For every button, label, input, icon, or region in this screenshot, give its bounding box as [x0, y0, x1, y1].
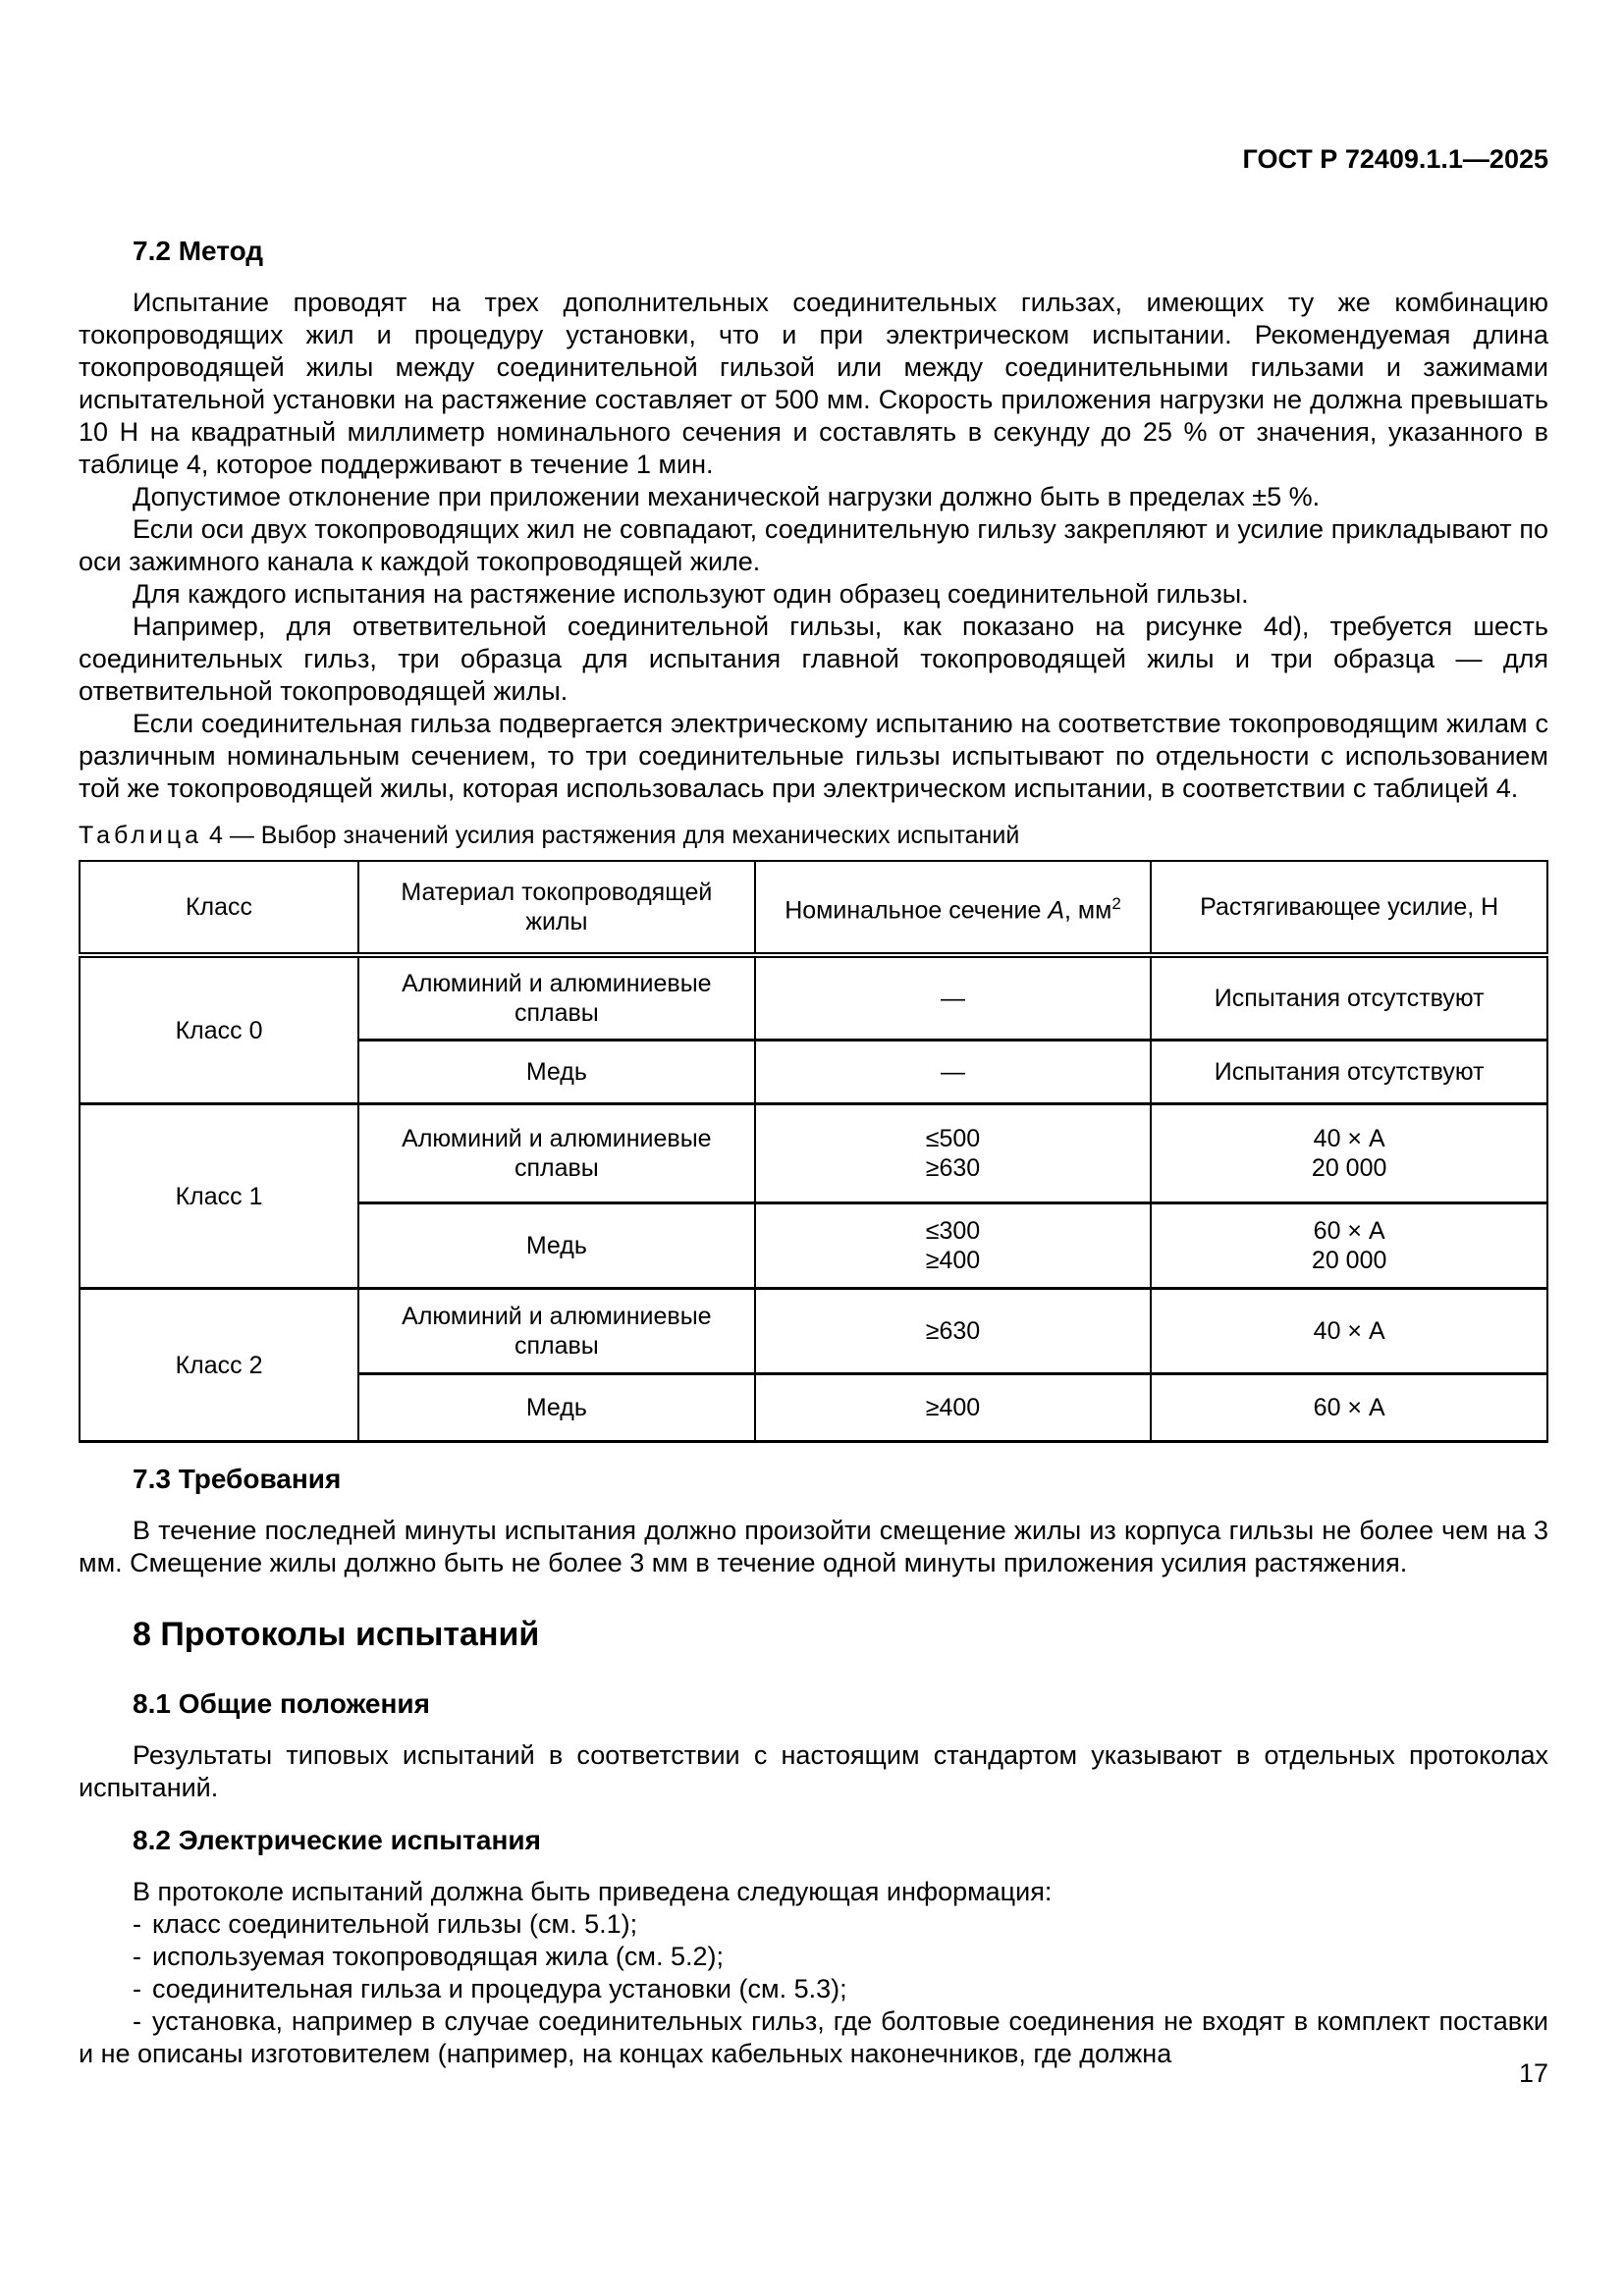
force-cell: [1151, 1374, 1547, 1442]
material-cell: Алюминий и алюминиевые сплавы: [358, 1289, 755, 1374]
col-header-class: Класс: [80, 861, 358, 955]
section-cell: [755, 1104, 1152, 1203]
class-cell: Класс 2: [80, 1289, 358, 1442]
body-paragraph: Испытание проводят на трех дополнительных соединительных гильзах, имеющих ту же комбинацию токопроводящих жил и процедуру установки, что и при электрическом испытании. Рекомендуемая длина токопроводящей жилы между соединительной гильзой или между соединительными гильзами и зажимами испытательной установки на растяжение составляет от 500 мм. Скорость приложения нагрузки не должна превышать 10 Н на квадратный миллиметр номинального сечения и составлять в секунду до 25 % от значения, указанного в таблице 4, которое поддерживают в течение 1 мин.: [79, 288, 1548, 479]
list-item: [79, 1908, 1548, 1941]
list-item: [79, 2005, 1548, 2070]
body-paragraph: В течение последней минуты испытания должно произойти смещение жилы из корпуса гильзы не более чем на 3 мм. Смещение жилы должно быть не более 3 мм в течение одной минуты приложения усилия растяжения.: [79, 1516, 1548, 1577]
material-cell: Медь: [358, 1203, 755, 1289]
table-caption-text: Выбор значений усилия растяжения для механических испытаний: [260, 822, 1020, 849]
list-item-text: установка, например в случае соединительных гильз, где болтовые соединения не входят в комплект поставки и не описаны изготовителем (например, на концах кабельных наконечников, где должна: [79, 2006, 1548, 2068]
body-paragraph: Если оси двух токопроводящих жил не совпадают, соединительную гильзу закрепляют и усилие прикладывают по оси зажимного канала к каждой токопроводящей жиле.: [79, 514, 1548, 576]
section-cell: [755, 1374, 1152, 1442]
section-8-heading: 8 Протоколы испытаний: [133, 1616, 540, 1653]
body-paragraph: Результаты типовых испытаний в соответствии с настоящим стандартом указывают в отдельных протоколах испытаний.: [79, 1740, 1548, 1802]
col-header-material: Материал токопроводящей жилы: [358, 861, 755, 955]
col-header-section-variable: А: [1048, 896, 1065, 925]
col-header-section-text: Номинальное сечение: [785, 896, 1042, 925]
cell-line: ≥630: [925, 1317, 981, 1345]
list-marker: -: [133, 1974, 141, 2003]
list-marker: -: [133, 2006, 141, 2036]
section-7-2-heading: 7.2 Метод: [133, 236, 264, 266]
force-cell: [1151, 1289, 1547, 1374]
cell-line: 40 × А: [1313, 1125, 1385, 1152]
cell-line: ≥400: [925, 1394, 981, 1421]
table-header-row: [80, 861, 1547, 955]
material-cell: Медь: [358, 1041, 755, 1104]
list-item: [79, 1973, 1548, 2005]
cell-line: 40 × А: [1313, 1317, 1385, 1345]
section-cell: [755, 1289, 1152, 1374]
force-cell: [1151, 955, 1547, 1041]
cell-line: ≤300: [925, 1217, 981, 1245]
material-cell: Медь: [358, 1374, 755, 1442]
body-paragraph: Допустимое отклонение при приложении механической нагрузки должно быть в пределах ±5 %.: [133, 482, 1321, 511]
cell-line: —: [941, 1058, 965, 1086]
cell-line: 60 × А: [1313, 1394, 1385, 1421]
cell-line: ≤500: [925, 1125, 981, 1152]
table-caption-word: Таблица: [79, 822, 203, 849]
cell-line: 60 × А: [1313, 1217, 1385, 1245]
force-cell: [1151, 1104, 1547, 1203]
body-paragraph: Если соединительная гильза подвергается электрическому испытанию на соответствие токопроводящим жилам с различным номинальным сечением, то три соединительные гильзы испытывают по отдельности с использованием той же токопроводящей жилы, которая использовалась при электрическом испытании, в соответствии с таблицей 4.: [79, 709, 1548, 803]
cell-line: ≥400: [925, 1247, 981, 1274]
list-item-text: соединительная гильза и процедура установки (см. 5.3);: [152, 1974, 847, 2003]
class-cell: Класс 0: [80, 955, 358, 1104]
table-row: [80, 955, 1547, 1041]
section-8-2-heading: 8.2 Электрические испытания: [133, 1825, 541, 1855]
section-cell: [755, 955, 1152, 1041]
table-row: [80, 1104, 1547, 1203]
force-cell: [1151, 1203, 1547, 1289]
body-paragraph: В протоколе испытаний должна быть приведена следующая информация:: [133, 1877, 1053, 1906]
cell-line: —: [941, 985, 965, 1012]
list-item-text: класс соединительной гильзы (см. 5.1);: [152, 1909, 638, 1939]
table-4: [79, 860, 1548, 1443]
col-header-section: [755, 861, 1152, 955]
material-cell: Алюминий и алюминиевые сплавы: [358, 955, 755, 1041]
page-number: 17: [1518, 2058, 1548, 2088]
cell-line: Испытания отсутствуют: [1214, 1058, 1485, 1086]
cell-line: 20 000: [1311, 1247, 1387, 1274]
section-cell: [755, 1203, 1152, 1289]
table-row: [80, 1289, 1547, 1374]
section-cell: [755, 1041, 1152, 1104]
col-header-section-superscript: 2: [1111, 893, 1121, 913]
table-caption-dash: —: [229, 822, 254, 849]
body-paragraph: Для каждого испытания на растяжение используют один образец соединительной гильзы.: [133, 579, 1249, 609]
section-8-1-heading: 8.1 Общие положения: [133, 1688, 430, 1719]
col-header-section-unit: , мм: [1064, 896, 1112, 925]
table-caption: [79, 821, 1548, 850]
force-cell: [1151, 1041, 1547, 1104]
document-code-header: ГОСТ Р 72409.1.1—2025: [1242, 144, 1548, 174]
class-cell: Класс 1: [80, 1104, 358, 1289]
list-item-text: используемая токопроводящая жила (см. 5.2);: [152, 1942, 724, 1971]
cell-line: Испытания отсутствуют: [1214, 985, 1485, 1012]
col-header-force: Растягивающее усилие, Н: [1151, 861, 1547, 955]
section-7-3-heading: 7.3 Требования: [133, 1464, 342, 1494]
body-paragraph: Например, для ответвительной соединительной гильзы, как показано на рисунке 4d), требуется шесть соединительных гильз, три образца для испытания главной токопроводящей жилы и три образца — для ответвительной токопроводящей жилы.: [79, 612, 1548, 706]
list-marker: -: [133, 1942, 141, 1971]
list-item: [79, 1941, 1548, 1973]
material-cell: Алюминий и алюминиевые сплавы: [358, 1104, 755, 1203]
list-marker: -: [133, 1909, 141, 1939]
table-caption-number: 4: [208, 822, 223, 849]
cell-line: ≥630: [925, 1154, 981, 1182]
cell-line: 20 000: [1311, 1154, 1387, 1182]
